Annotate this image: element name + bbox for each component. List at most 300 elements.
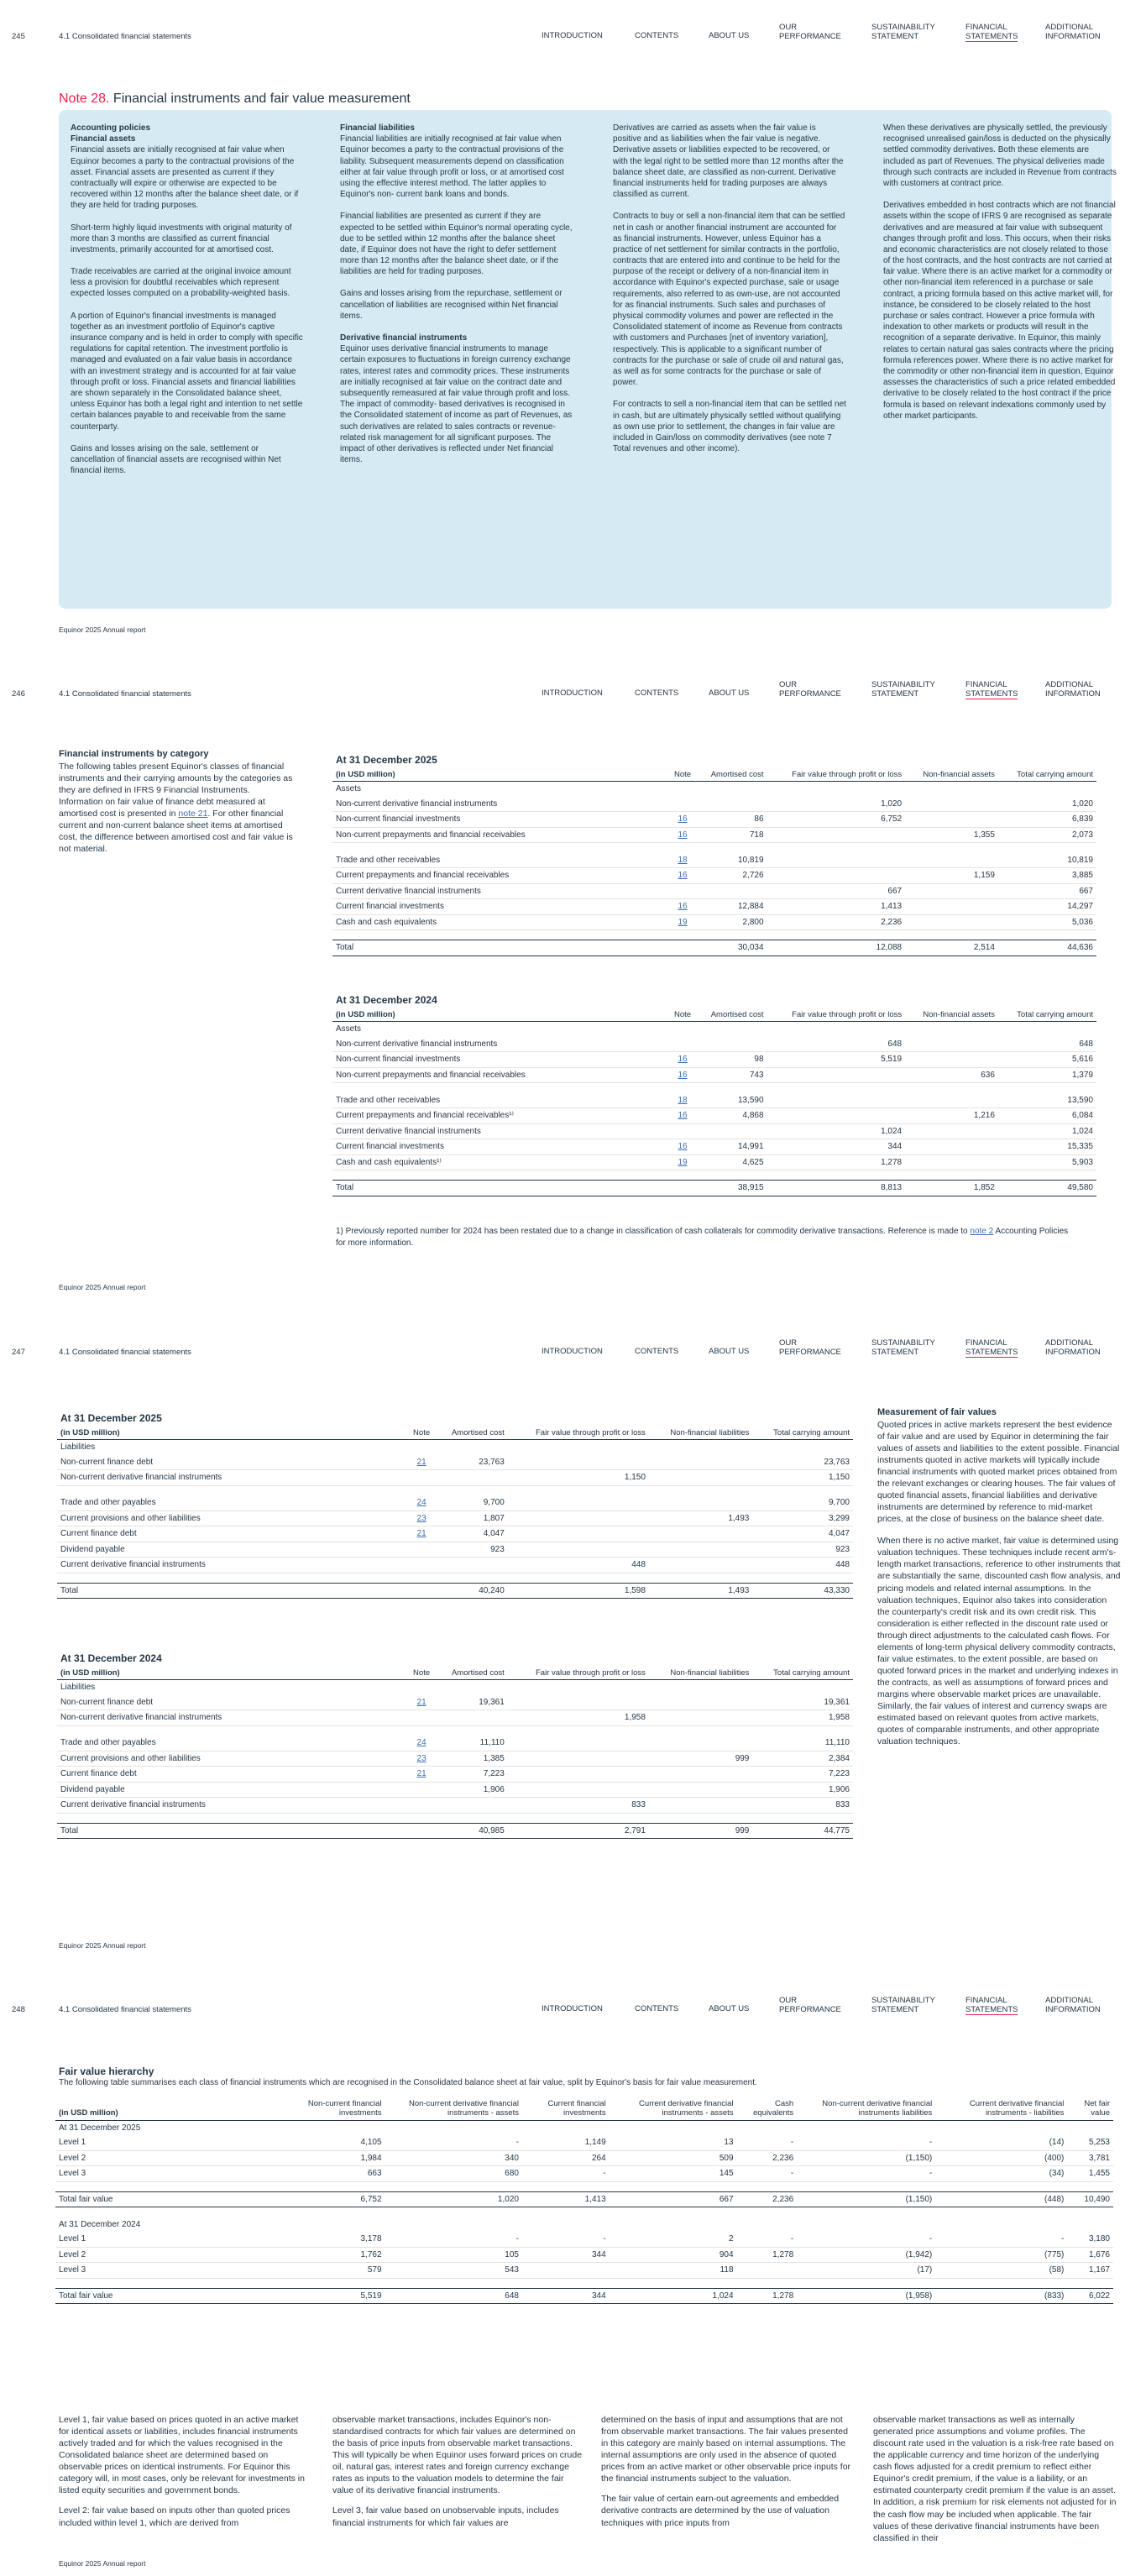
table-row — [55, 2247, 1113, 2263]
cell-value — [288, 2120, 385, 2135]
cell-value: 145 — [610, 2166, 737, 2182]
policy-column-1 — [71, 123, 304, 487]
nav-label: SUSTAINABILITY — [871, 680, 935, 689]
row-label: Total — [57, 1823, 407, 1839]
row-label: Assets — [336, 1024, 362, 1034]
nav-label: STATEMENT — [871, 2004, 919, 2014]
paragraph: Level 2: fair value based on inputs other than quoted prices included within level 1, which are derived from — [59, 2505, 290, 2528]
note-ref — [407, 1558, 436, 1573]
cell-value: 11,110 — [436, 1736, 508, 1751]
note-ref — [407, 1680, 436, 1695]
note-ref[interactable] — [407, 1736, 436, 1751]
nav-label: ABOUT US — [709, 2004, 750, 2013]
note-ref[interactable] — [668, 899, 696, 915]
cell-value: 10,819 — [697, 853, 767, 868]
nav-our[interactable] — [779, 1339, 841, 1358]
note-ref[interactable] — [407, 1767, 436, 1783]
column-header: Current financial investments — [522, 2097, 610, 2120]
table-row — [55, 2278, 1113, 2288]
cell-value — [905, 914, 998, 930]
cell-value: - — [797, 2135, 935, 2150]
hierarchy-text-col-3 — [601, 2414, 853, 2537]
cell-value — [998, 1022, 1096, 1037]
cell-value: 1,906 — [436, 1782, 508, 1798]
cell-value: 636 — [905, 1067, 998, 1083]
row-label: Current prepayments and financial receivables — [332, 868, 668, 884]
table-heading: At 31 December 2024 — [60, 1652, 162, 1664]
cell-value — [436, 1680, 508, 1695]
note-ref — [668, 797, 696, 812]
nav-introduction[interactable] — [542, 1348, 603, 1357]
cell-value: 2,514 — [905, 940, 998, 956]
column-header: (in USD million) — [332, 1008, 668, 1022]
cell-value: 2,236 — [737, 2191, 798, 2207]
nav-label: ADDITIONAL — [1045, 680, 1094, 689]
note-ref[interactable] — [668, 812, 696, 828]
note-ref — [407, 1823, 436, 1839]
nav-financial[interactable] — [965, 1339, 1018, 1358]
row-label: Non-current finance debt — [57, 1695, 407, 1710]
note-ref[interactable] — [407, 1526, 436, 1542]
cell-value: 5,519 — [288, 2288, 385, 2304]
cell-value — [905, 1139, 998, 1155]
note-ref[interactable] — [668, 827, 696, 843]
cell-value: 30,034 — [697, 940, 767, 956]
column-header: Amortised cost — [436, 1427, 508, 1440]
table-row — [332, 914, 1096, 930]
cell-value: 1,455 — [1067, 2166, 1113, 2182]
row-label: Trade and other payables — [57, 1495, 407, 1511]
table-row — [57, 1767, 853, 1783]
note-ref — [668, 1181, 696, 1196]
paragraph: Level 1, fair value based on prices quoted in an active market for identical assets or liabilities, includes financial instruments actively traded and for which the values recognised in the Consolidated balance sheet are determined based on observable prices on identical instruments. For Equinor this category will, in most cases, only be relevant for investments in listed equity securities and government bonds. — [59, 2415, 305, 2496]
cell-value: 4,868 — [697, 1108, 767, 1124]
note-link[interactable]: 16 — [678, 1055, 688, 1065]
column-header: Cash equivalents — [737, 2097, 798, 2120]
cell-value: 2,236 — [737, 2150, 798, 2166]
cell-value: 1,278 — [737, 2288, 798, 2304]
nav-label: CONTENTS — [635, 31, 679, 40]
cell-value: (1,150) — [797, 2150, 935, 2166]
nav-label: PERFORMANCE — [779, 31, 841, 41]
cell-value: 667 — [767, 883, 906, 899]
note-link[interactable]: 23 — [416, 1753, 426, 1763]
nav-label: ABOUT US — [709, 31, 750, 40]
row-label: Current financial investments — [332, 1139, 668, 1155]
cell-value: 648 — [767, 1037, 906, 1052]
cell-value — [905, 1154, 998, 1170]
cell-value: 1,159 — [905, 868, 998, 884]
cell-value — [737, 2217, 798, 2233]
nav-about-us[interactable] — [709, 1348, 749, 1357]
note-link[interactable]: 23 — [416, 1513, 426, 1523]
column-header: Total carrying amount — [998, 768, 1096, 782]
cell-value: 23,763 — [752, 1455, 853, 1470]
cell-value: 344 — [522, 2288, 610, 2304]
note-ref[interactable] — [668, 868, 696, 884]
column-header: Note — [668, 1008, 696, 1022]
cell-value: 2,726 — [697, 868, 767, 884]
nav-contents[interactable] — [635, 2005, 678, 2014]
cell-value: 1,385 — [436, 1751, 508, 1767]
cell-value: 2,236 — [767, 914, 906, 930]
cell-value: (448) — [935, 2191, 1067, 2207]
cell-value — [508, 1440, 649, 1455]
paragraph: Financial liabilities are presented as current if they are expected to be settled within Equinor's normal operating cycle, due to be settled within 12 months after the balance sheet date, if Equinor does not have the right to defer settlement more than 12 months after the balance sheet date, or if the liabilities are held for trading purposes. — [340, 212, 573, 277]
cell-value: 40,240 — [436, 1583, 508, 1599]
row-label: Trade and other receivables — [332, 853, 668, 868]
page-number: 248 — [12, 2005, 25, 2014]
cell-value — [508, 1782, 649, 1798]
cell-value: 1,216 — [905, 1108, 998, 1124]
cell-value: - — [797, 2166, 935, 2182]
row-label: Assets — [336, 784, 362, 794]
nav-introduction[interactable] — [542, 32, 603, 41]
table-heading: At 31 December 2024 — [336, 994, 437, 1006]
nav-contents[interactable] — [635, 1348, 678, 1357]
spacer — [332, 1170, 1096, 1181]
cell-value — [752, 1440, 853, 1455]
note-ref[interactable] — [668, 853, 696, 868]
section-label: 4.1 Consolidated financial statements — [59, 32, 191, 41]
cell-value: 833 — [508, 1798, 649, 1814]
note-link[interactable]: 21 — [416, 1529, 426, 1539]
column-header: Non-current financial investments — [288, 2097, 385, 2120]
nav-label: CONTENTS — [635, 689, 679, 698]
table-row — [332, 827, 1096, 843]
nav-label: CONTENTS — [635, 1347, 679, 1356]
heading-fair-value-hierarchy: Fair value hierarchy — [59, 2066, 154, 2077]
note-link[interactable]: 21 — [416, 1769, 426, 1779]
nav-sustainability[interactable] — [871, 1997, 935, 2015]
table-row — [332, 1170, 1096, 1181]
cell-value: 19,361 — [436, 1695, 508, 1710]
note-21-link[interactable]: note 21 — [178, 808, 208, 819]
cell-value: 1,598 — [508, 1583, 649, 1599]
column-header: Fair value through profit or loss — [767, 768, 906, 782]
note-ref[interactable] — [407, 1495, 436, 1511]
nav-label: INTRODUCTION — [542, 689, 603, 698]
cell-value: 1,762 — [288, 2247, 385, 2263]
cell-value — [436, 1440, 508, 1455]
note-ref[interactable] — [668, 1108, 696, 1124]
nav-sustainability[interactable] — [871, 681, 935, 699]
nav-label: FINANCIAL — [965, 23, 1007, 32]
table-row — [57, 1782, 853, 1798]
cell-value — [797, 2217, 935, 2233]
column-header: Note — [407, 1427, 436, 1440]
cell-value: 98 — [697, 1052, 767, 1068]
nav-financial[interactable] — [965, 1997, 1018, 2015]
section-label: 4.1 Consolidated financial statements — [59, 2005, 191, 2014]
table-row — [55, 2217, 1113, 2233]
fair-value-hierarchy-table — [55, 2097, 1113, 2304]
nav-sustainability[interactable] — [871, 1339, 935, 1358]
cell-value: 1,167 — [1067, 2263, 1113, 2279]
cell-value: 1,020 — [998, 797, 1096, 812]
nav-sustainability[interactable] — [871, 24, 935, 42]
cell-value: 1,958 — [752, 1710, 853, 1726]
table-row — [57, 1710, 853, 1726]
note-ref — [668, 1022, 696, 1037]
cell-value — [436, 1710, 508, 1726]
nav-introduction[interactable] — [542, 689, 603, 699]
nav-additional[interactable] — [1045, 1339, 1101, 1358]
nav-introduction[interactable] — [542, 2005, 603, 2014]
note-2-link[interactable]: note 2 — [970, 1227, 994, 1236]
note-link[interactable]: 19 — [678, 1157, 688, 1167]
table-row — [57, 1751, 853, 1767]
row-label: Current prepayments and financial receivables¹⁾ — [332, 1108, 668, 1124]
nav-label: INFORMATION — [1045, 1347, 1101, 1357]
cell-value: 43,330 — [752, 1583, 853, 1599]
cell-value: 923 — [436, 1542, 508, 1558]
paragraph: Trade receivables are carried at the original invoice amount less a provision for doubtful receivables which represent expected losses computed on a probability-weighted basis. — [71, 267, 291, 299]
table-row — [57, 1695, 853, 1710]
note-ref[interactable] — [668, 1139, 696, 1155]
cell-value: - — [797, 2232, 935, 2247]
cell-value: 344 — [767, 1139, 906, 1155]
cell-value — [905, 797, 998, 812]
table-row — [332, 1093, 1096, 1108]
nav-contents[interactable] — [635, 32, 678, 41]
nav-label: OUR — [779, 1996, 798, 2005]
row-label: Level 2 — [55, 2247, 288, 2263]
note-ref[interactable] — [407, 1751, 436, 1767]
note-link[interactable]: 16 — [678, 814, 688, 825]
note-link[interactable]: 19 — [678, 917, 688, 927]
cell-value: 3,299 — [752, 1511, 853, 1526]
nav-label: INFORMATION — [1045, 689, 1101, 699]
cell-value — [905, 1022, 998, 1037]
note-ref — [407, 1798, 436, 1814]
cell-value: 23,763 — [436, 1455, 508, 1470]
policy-column-2 — [340, 123, 573, 476]
nav-label: FINANCIAL — [965, 680, 1007, 689]
cell-value — [436, 1558, 508, 1573]
cell-value: 4,625 — [697, 1154, 767, 1170]
spacer — [55, 2207, 1113, 2217]
paragraph: When there is no active market, fair value is determined using valuation techniques. These techniques include recent arm's-length market transactions, reference to other instruments that are substantially the same, discounted cash flow analysis, and pricing models and related internal assumptions. In the valuation techniques, Equinor also takes into consideration the counterparty's credit risk and its own credit risk. This consideration is either reflected in the discount rate used or through direct adjustments to the calculated cash flows. For elements of long-term physical delivery commodity contracts, fair value estimates, to the extent possible, are based on quoted forward prices in the market and underlying indexes in the contracts, as well as assumptions of forward prices and margins where observable market prices are unavailable. Similarly, the fair values of interest and currency swaps are estimated based on relevant quotes from active markets, quotes of comparable instruments, and other appropriate valuation techniques. — [877, 1536, 1121, 1747]
cell-value: 9,700 — [752, 1495, 853, 1511]
column-header: (in USD million) — [332, 768, 668, 782]
spacer — [55, 2181, 1113, 2191]
nav-financial[interactable] — [965, 24, 1018, 42]
column-header: Current derivative financial instruments - liabilities — [935, 2097, 1067, 2120]
cell-value: (833) — [935, 2288, 1067, 2304]
cell-value: 1,150 — [752, 1470, 853, 1486]
nav-additional[interactable] — [1045, 1997, 1101, 2015]
nav-contents[interactable] — [635, 689, 678, 699]
cell-value: 13 — [610, 2135, 737, 2150]
cell-value: 340 — [385, 2150, 522, 2166]
cell-value: 1,852 — [905, 1181, 998, 1196]
spacer — [57, 1485, 853, 1495]
cell-value — [649, 1495, 752, 1511]
cell-value: - — [737, 2232, 798, 2247]
cell-value: 509 — [610, 2150, 737, 2166]
nav-financial[interactable] — [965, 681, 1018, 699]
nav-label: CONTENTS — [635, 2004, 679, 2013]
nav-label: ABOUT US — [709, 1347, 750, 1356]
cell-value — [767, 868, 906, 884]
cell-value — [649, 1736, 752, 1751]
cell-value: 448 — [752, 1558, 853, 1573]
table-row — [332, 1067, 1096, 1083]
note-link[interactable]: 16 — [678, 1142, 688, 1152]
cell-value: 4,047 — [752, 1526, 853, 1542]
cell-value — [610, 2120, 737, 2135]
note-link[interactable]: 16 — [678, 871, 688, 881]
column-header: Note — [407, 1667, 436, 1680]
column-header: Total carrying amount — [752, 1667, 853, 1680]
table-row — [332, 1108, 1096, 1124]
heading-derivatives: Derivative financial instruments — [340, 333, 468, 343]
cell-value: 1,906 — [752, 1782, 853, 1798]
column-header: Non-financial liabilities — [649, 1427, 752, 1440]
nav-about-us[interactable] — [709, 32, 749, 41]
cell-value: 13,590 — [697, 1093, 767, 1108]
nav-label: PERFORMANCE — [779, 1347, 841, 1357]
paragraph: observable market transactions, includes Equinor's non-standardised contracts for which fair values are determined on the basis of price inputs from observable market transactions. This will typically be when Equinor uses forward prices on crude oil, natural gas, interest rates and foreign currency exchange rates as inputs to the valuation models to determine the fair value of its derivative financial instruments. — [332, 2415, 583, 2496]
row-label: Cash and cash equivalents — [332, 914, 668, 930]
cell-value: 1,413 — [522, 2191, 610, 2207]
note-ref — [407, 1440, 436, 1455]
row-label: Total fair value — [55, 2288, 288, 2304]
table-row — [55, 2120, 1113, 2135]
cell-value: 833 — [752, 1798, 853, 1814]
cell-value: 14,297 — [998, 899, 1096, 915]
cell-value: 12,088 — [767, 940, 906, 956]
nav-our[interactable] — [779, 24, 841, 42]
cell-value — [697, 1123, 767, 1139]
nav-about-us[interactable] — [709, 2005, 749, 2014]
row-label: Non-current financial investments — [332, 1052, 668, 1068]
note-link[interactable]: 21 — [416, 1697, 426, 1707]
note-title: Financial instruments and fair value measurement — [109, 92, 411, 106]
nav-label: ADDITIONAL — [1045, 1996, 1094, 2005]
note-ref[interactable] — [407, 1455, 436, 1470]
table-row — [55, 2166, 1113, 2182]
cell-value: 2,791 — [508, 1823, 649, 1839]
nav-label: STATEMENTS — [965, 2004, 1018, 2014]
cell-value — [737, 2263, 798, 2279]
note-link[interactable]: 21 — [416, 1457, 426, 1467]
page-footer: Equinor 2025 Annual report — [59, 2559, 146, 2568]
spacer — [55, 2278, 1113, 2288]
row-label: Non-current finance debt — [57, 1455, 407, 1470]
table-row — [57, 1542, 853, 1558]
cell-value: 3,885 — [998, 868, 1096, 884]
table-row — [57, 1813, 853, 1823]
note-ref — [668, 782, 696, 797]
heading-financial-assets: Financial assets — [71, 134, 136, 144]
cell-value — [649, 1767, 752, 1783]
cell-value: 4,105 — [288, 2135, 385, 2150]
footnote — [336, 1226, 1075, 1249]
cell-value: 1,807 — [436, 1511, 508, 1526]
table-row — [57, 1470, 853, 1486]
cell-value: 3,180 — [1067, 2232, 1113, 2247]
hierarchy-text-col-1 — [59, 2414, 311, 2537]
table-row — [332, 1139, 1096, 1155]
row-label: Dividend payable — [57, 1542, 407, 1558]
heading-financial-liabilities: Financial liabilities — [340, 123, 415, 133]
column-header: Total carrying amount — [752, 1427, 853, 1440]
table-row — [332, 1022, 1096, 1037]
cell-value — [905, 1037, 998, 1052]
spacer — [332, 930, 1096, 940]
cell-value — [649, 1455, 752, 1470]
note-ref[interactable] — [668, 1154, 696, 1170]
cell-value — [697, 797, 767, 812]
cell-value: 1,413 — [767, 899, 906, 915]
nav-our[interactable] — [779, 1997, 841, 2015]
section-label: 4.1 Consolidated financial statements — [59, 689, 191, 699]
note-ref[interactable] — [668, 914, 696, 930]
paragraph: Level 3, fair value based on unobservable inputs, includes financial instruments for which fair values are — [332, 2505, 559, 2528]
heading-accounting-policies: Accounting policies — [71, 123, 151, 133]
nav-label: ABOUT US — [709, 689, 750, 698]
row-label: Liabilities — [60, 1442, 96, 1453]
note-link[interactable]: 18 — [678, 1095, 688, 1105]
cell-value: (1,942) — [797, 2247, 935, 2263]
note-ref[interactable] — [668, 1093, 696, 1108]
note-link[interactable]: 18 — [678, 855, 688, 865]
row-label: Current finance debt — [57, 1526, 407, 1542]
cell-value: 5,036 — [998, 914, 1096, 930]
cell-value: 1,355 — [905, 827, 998, 843]
note-link[interactable]: 24 — [416, 1738, 426, 1748]
table-row — [57, 1440, 853, 1455]
row-label: Level 3 — [55, 2166, 288, 2182]
nav-label: INTRODUCTION — [542, 2004, 603, 2013]
paragraph: Gains and losses arising from the repurchase, settlement or cancellation of liabilities are recognised within Net financial items. — [340, 289, 563, 321]
cell-value: 1,149 — [522, 2135, 610, 2150]
cell-value: 19,361 — [752, 1695, 853, 1710]
cell-value: 12,884 — [697, 899, 767, 915]
cell-value: 105 — [385, 2247, 522, 2263]
cell-value — [649, 1542, 752, 1558]
cell-value — [508, 1751, 649, 1767]
nav-our[interactable] — [779, 681, 841, 699]
nav-additional[interactable] — [1045, 24, 1101, 42]
note-link[interactable]: 16 — [678, 902, 688, 912]
note-link[interactable]: 16 — [678, 1111, 688, 1121]
table-row — [332, 843, 1096, 853]
column-header: Current derivative financial instruments - assets — [610, 2097, 737, 2120]
note-ref[interactable] — [407, 1511, 436, 1526]
note-link[interactable]: 16 — [678, 1070, 688, 1080]
cell-value: 11,110 — [752, 1736, 853, 1751]
note-ref[interactable] — [407, 1695, 436, 1710]
cell-value: 718 — [697, 827, 767, 843]
row-label: Dividend payable — [57, 1782, 407, 1798]
note-link[interactable]: 24 — [416, 1498, 426, 1508]
nav-additional[interactable] — [1045, 681, 1101, 699]
nav-label: INFORMATION — [1045, 2004, 1101, 2014]
nav-about-us[interactable] — [709, 689, 749, 699]
cell-value: (1,958) — [797, 2288, 935, 2304]
cell-value: - — [522, 2166, 610, 2182]
note-number: Note 28. — [59, 92, 110, 106]
cell-value — [905, 782, 998, 797]
note-link[interactable]: 16 — [678, 830, 688, 840]
note-ref[interactable] — [668, 1052, 696, 1068]
note-ref[interactable] — [668, 1067, 696, 1083]
cell-value: 680 — [385, 2166, 522, 2182]
paragraph: Derivatives are carried as assets when the fair value is positive and as liabilities when the fair value is negative. Derivative assets or liabilities expected to be recovered, or with the legal right to be settled more than 12 months after the balance sheet date, are classified as non-current. Derivative financial instruments held for trading purposes are always classified as current. — [613, 123, 844, 200]
